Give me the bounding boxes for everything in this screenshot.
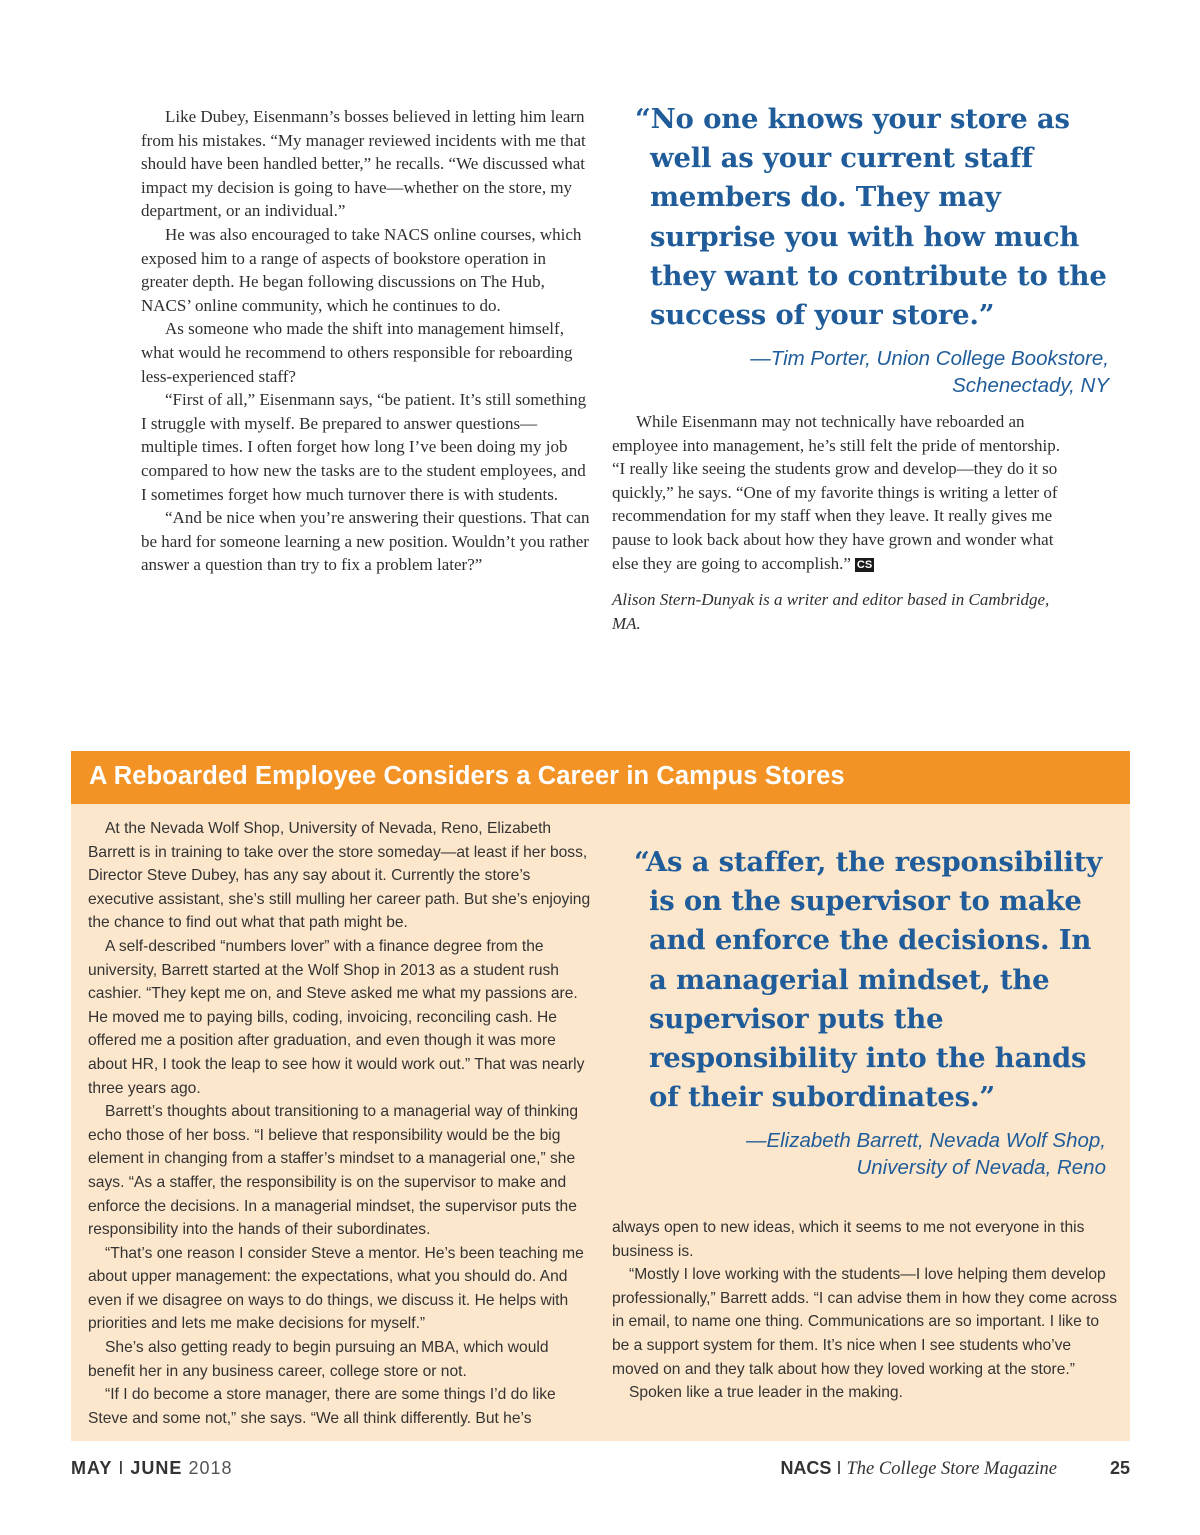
attribution-line: University of Nevada, Reno [856, 1156, 1106, 1180]
sidebar-title: A Reboarded Employee Considers a Career in Campus Stores [89, 762, 845, 790]
article-paragraph: Like Dubey, Eisenmann’s bosses believed in letting him learn from his mistakes. “My manager reviewed incidents with me that should have been handled better,” he recalls. “We discussed what impact my decision is going to have—whether on the store, my department, or an individual.” [141, 107, 586, 221]
page-number: 25 [1109, 1458, 1130, 1478]
pull-quote [635, 100, 1115, 399]
end-mark-logo: CS [856, 558, 873, 571]
sidebar-paragraph: “If I do become a store manager, there are some things I’d do like Steve and some not,” she says. “We all think differently. But he’s [88, 1386, 556, 1427]
article-paragraph: As someone who made the shift into management himself, what would he recommend to others responsible for reboarding less-experienced staff? [141, 319, 573, 386]
magazine-title: The College Store Magazine [846, 1459, 1057, 1479]
article-paragraph: “And be nice when you’re answering their questions. That can be hard for someone learning a new position. Wouldn’t you rather answer a question than try to fix a problem later?” [141, 508, 590, 575]
issue-month: JUNE [130, 1458, 183, 1478]
attribution-line: —Tim Porter, Union College Bookstore, [750, 347, 1109, 371]
sidebar-pull-quote [634, 843, 1112, 1181]
article-right-column [612, 410, 1072, 635]
sidebar-box [71, 751, 1130, 1441]
sidebar-paragraph: She’s also getting ready to begin pursuing an MBA, which would benefit her in any business career, college store or not. [88, 1339, 549, 1380]
article-paragraph: He was also encouraged to take NACS online courses, which exposed him to a range of aspects of bookstore operation in greater depth. He began following discussions on The Hub, NACS’ online community, which he continues to do. [141, 224, 582, 315]
attribution-line: Schenectady, NY [952, 374, 1109, 398]
sidebar-paragraph: “Mostly I love working with the students—I love helping them develop professionally,” Barrett adds. “I can advise them in how they come across in email, to name one thing. Communications are so important. I like to be a support system for them. It’s nice when I see students who’ve moved on and they talk about how they loved working at the store.” [612, 1266, 1117, 1378]
footer-separator: I [836, 1458, 842, 1478]
pull-quote-text: “No one knows your store as well as your current staff members do. They may surprise you with how much they want to contribute to the success of your store.” [635, 103, 1107, 332]
article-paragraph: “First of all,” Eisenmann says, “be patient. It’s still something I struggle with myself. Be prepared to answer questions—multiple times. I often forget how long I’ve been doing my job compared to how new the tasks are to the student employees, and I sometimes forget how much turnover there is with students. [141, 390, 587, 504]
issue-date [71, 1458, 232, 1479]
issue-month: MAY [71, 1458, 113, 1478]
sidebar-paragraph: always open to new ideas, which it seems to me not everyone in this business is. [612, 1219, 1085, 1260]
sidebar-right-column [612, 1216, 1117, 1405]
sidebar-paragraph: “That’s one reason I consider Steve a mentor. He’s been teaching me about upper management: the expectations, what you should do. And even if we disagree on ways to do things, we discuss it. He helps with priorities and lets me make decisions for myself.” [88, 1244, 584, 1333]
sidebar-paragraph: At the Nevada Wolf Shop, University of Nevada, Reno, Elizabeth Barrett is in training to take over the store someday—at least if her boss, Director Steve Dubey, has any say about it. Currently the store’s executive assistant, she’s still mulling her career path. But she’s enjoying the chance to find out what that path might be. [88, 820, 591, 932]
pull-quote-attribution [634, 1127, 1106, 1181]
org-name: NACS [780, 1458, 832, 1478]
attribution-line: —Elizabeth Barrett, Nevada Wolf Shop, [745, 1129, 1106, 1153]
article-left-column [141, 105, 591, 577]
pull-quote-attribution [635, 345, 1109, 399]
footer-separator: I [118, 1458, 125, 1478]
pull-quote-text: “As a staffer, the responsibility is on the supervisor to make and enforce the decisions. In a managerial mindset, the supervisor puts the responsibility into the hands of their subordinates.” [634, 846, 1102, 1114]
author-bio: Alison Stern-Dunyak is a writer and editor based in Cambridge, MA. [612, 590, 1050, 633]
issue-year: 2018 [188, 1458, 233, 1478]
article-paragraph [612, 410, 1072, 575]
sidebar-left-column [88, 817, 593, 1430]
paragraph-text: While Eisenmann may not technically have reboarded an employee into management, he’s still felt the pride of mentorship. “I really like seeing the students grow and develop—they do it so quickly,” he says. “One of my favorite things is writing a letter of recommendation for my staff when they leave. It really gives me pause to look back about how they have grown and wonder what else they are going to accomplish.” [612, 412, 1061, 573]
sidebar-paragraph: Spoken like a true leader in the making. [629, 1384, 903, 1402]
sidebar-paragraph: A self-described “numbers lover” with a finance degree from the university, Barrett started at the Wolf Shop in 2013 as a student rush cashier. “They kept me on, and Steve asked me what my passions are. He moved me to paying bills, coding, invoicing, reconciling cash. He offered me a position after graduation, and even though it was more about HR, I took the leap to see how it would work out.” That was nearly three years ago. [88, 937, 585, 1097]
page-footer [71, 1458, 1130, 1488]
magazine-name [780, 1458, 1057, 1480]
sidebar-header-bar [71, 751, 1130, 804]
sidebar-paragraph: Barrett’s thoughts about transitioning to a managerial way of thinking echo those of her boss. “I believe that responsibility would be the big element in changing from a staffer’s mindset to a managerial one,” she says. “As a staffer, the responsibility is on the supervisor to make and enforce the decisions. In a managerial mindset, the supervisor puts the responsibility into the hands of their subordinates. [88, 1103, 579, 1239]
